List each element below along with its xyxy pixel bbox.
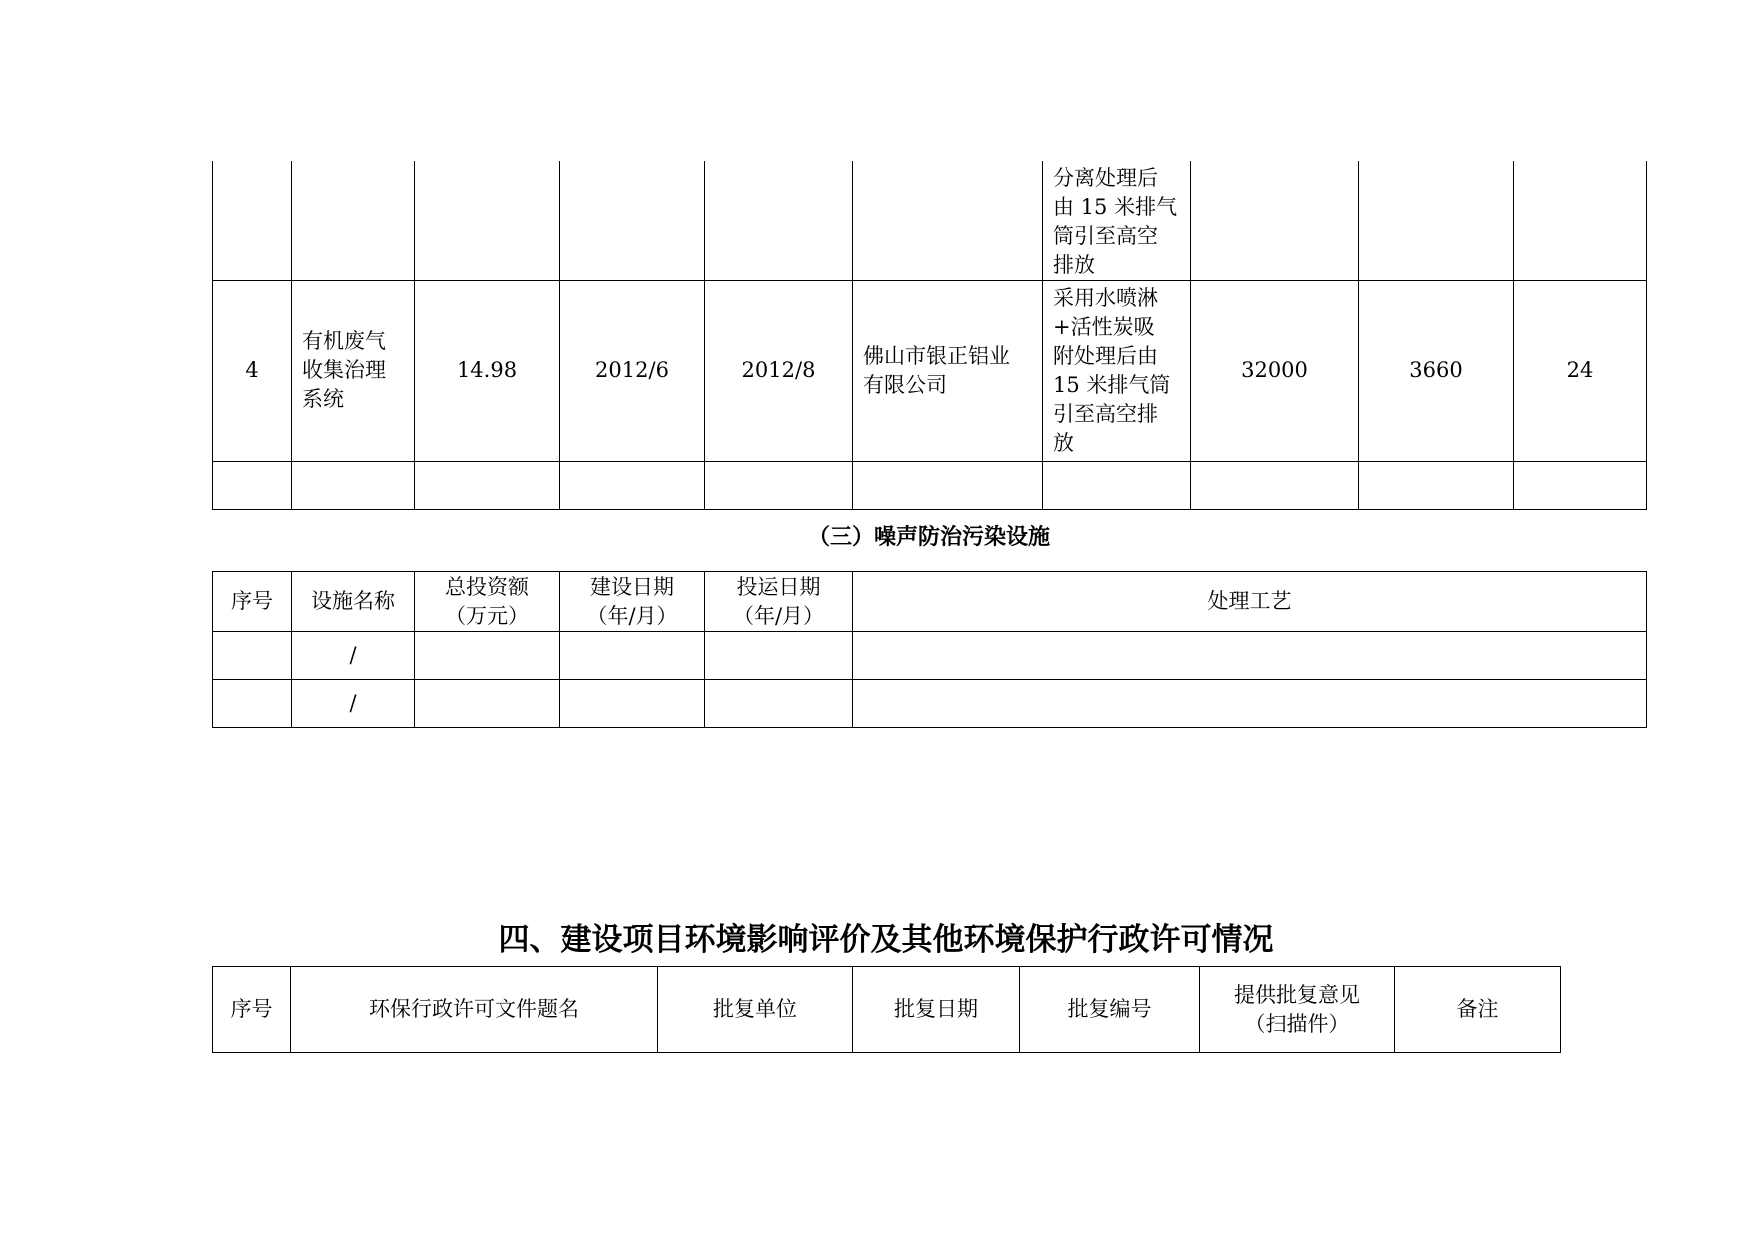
- table-header-row: [213, 967, 1561, 1053]
- table-cell: [1043, 461, 1191, 509]
- table-cell: [1514, 461, 1647, 509]
- facility-name: /: [292, 632, 415, 680]
- table-cell: [560, 632, 705, 680]
- header-name: 设施名称: [292, 572, 415, 632]
- operating-hours: 24: [1514, 280, 1647, 461]
- header-operation-date: 投运日期 （年/月）: [705, 572, 853, 632]
- table-cell: [415, 680, 560, 728]
- table-cell: [1191, 161, 1359, 280]
- table-cell: [213, 632, 292, 680]
- build-date: 2012/6: [560, 280, 705, 461]
- design-capacity: 32000: [1191, 280, 1359, 461]
- table-cell: [853, 461, 1043, 509]
- process-cell: 分离处理后 由 15 米排气 筒引至高空 排放: [1043, 161, 1191, 280]
- table-row: [213, 161, 1647, 280]
- noise-section-title: （三）噪声防治污染设施: [807, 524, 1050, 550]
- table-header-row: [213, 572, 1647, 632]
- table-cell: [705, 161, 853, 280]
- table-cell: [560, 461, 705, 509]
- table-row: [213, 632, 1647, 680]
- header-approval-unit: 批复单位: [658, 967, 853, 1053]
- table-cell: [705, 632, 853, 680]
- table-cell: [1359, 461, 1514, 509]
- header-index: 序号: [213, 572, 292, 632]
- section-four-title: 四、建设项目环境影响评价及其他环境保护行政许可情况: [498, 922, 1274, 958]
- header-process: 处理工艺: [853, 572, 1647, 632]
- table-cell: [213, 161, 292, 280]
- process-cell: 采用水喷淋 +活性炭吸 附处理后由 15 米排气筒 引至高空排 放: [1043, 280, 1191, 461]
- facility-name: /: [292, 680, 415, 728]
- table-cell: [705, 461, 853, 509]
- table-cell: [1514, 161, 1647, 280]
- table-cell: [1191, 461, 1359, 509]
- table-cell: [213, 680, 292, 728]
- table-cell: [560, 161, 705, 280]
- header-investment: 总投资额 （万元）: [415, 572, 560, 632]
- emission-facilities-table: [212, 161, 1647, 510]
- header-approval-opinion: 提供批复意见 （扫描件）: [1200, 967, 1395, 1053]
- table-cell: [292, 161, 415, 280]
- operation-date: 2012/8: [705, 280, 853, 461]
- header-document: 环保行政许可文件题名: [291, 967, 658, 1053]
- actual-capacity: 3660: [1359, 280, 1514, 461]
- table-cell: [292, 461, 415, 509]
- table-row: [213, 461, 1647, 509]
- builder: 佛山市银正铝业 有限公司: [853, 280, 1043, 461]
- investment: 14.98: [415, 280, 560, 461]
- table-cell: [560, 680, 705, 728]
- header-approval-date: 批复日期: [853, 967, 1020, 1053]
- table-cell: [705, 680, 853, 728]
- permits-table: [212, 966, 1561, 1053]
- table-cell: [415, 632, 560, 680]
- row-index: 4: [213, 280, 292, 461]
- table-cell: [853, 680, 1647, 728]
- table-cell: [415, 461, 560, 509]
- table-cell: [853, 161, 1043, 280]
- facility-name: 有机废气 收集治理 系统: [292, 280, 415, 461]
- table-row: [213, 680, 1647, 728]
- table-cell: [853, 632, 1647, 680]
- header-approval-number: 批复编号: [1020, 967, 1200, 1053]
- header-build-date: 建设日期 （年/月）: [560, 572, 705, 632]
- header-remarks: 备注: [1395, 967, 1561, 1053]
- header-index: 序号: [213, 967, 291, 1053]
- table-cell: [213, 461, 292, 509]
- table-cell: [415, 161, 560, 280]
- noise-facilities-table: [212, 571, 1647, 728]
- table-row: [213, 280, 1647, 461]
- table-cell: [1359, 161, 1514, 280]
